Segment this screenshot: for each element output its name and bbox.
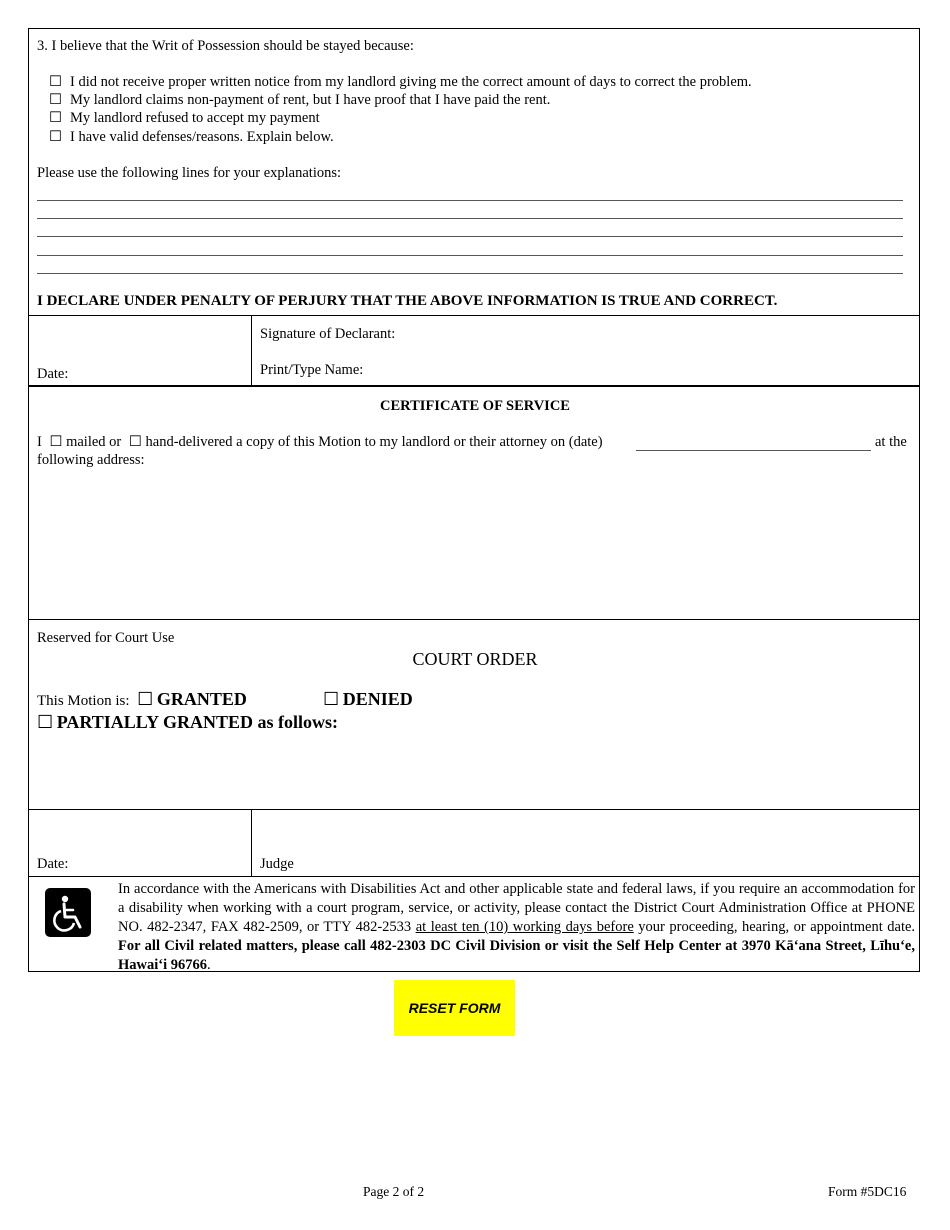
explanation-line[interactable]	[37, 255, 903, 256]
page-number: Page 2 of 2	[363, 1184, 425, 1199]
judge-label: Judge	[260, 856, 294, 872]
explanation-line[interactable]	[37, 200, 903, 201]
partially-granted-label: PARTIALLY GRANTED as follows:	[56, 712, 338, 732]
at-the-text: at the	[875, 434, 907, 450]
certificate-title: CERTIFICATE OF SERVICE	[380, 398, 570, 414]
certificate-line: I ☐ mailed or ☐ hand-delivered a copy of this Motion to my landlord or their attorney on (date)	[37, 434, 603, 450]
explanation-line[interactable]	[37, 236, 903, 237]
order-date-label: Date:	[37, 856, 69, 872]
partially-granted-option	[37, 712, 338, 733]
divider	[251, 809, 252, 876]
divider	[28, 619, 920, 620]
divider	[251, 315, 252, 386]
checkbox[interactable]: ☐	[49, 74, 62, 90]
divider	[28, 809, 920, 810]
granted-label: GRANTED	[156, 689, 247, 709]
checkbox[interactable]: ☐	[49, 129, 62, 145]
form-number: Form #5DC16	[828, 1184, 907, 1199]
service-date-field[interactable]	[636, 450, 871, 451]
checkbox[interactable]: ☐	[49, 92, 62, 108]
explanation-line[interactable]	[37, 218, 903, 219]
denied-label: DENIED	[342, 689, 413, 709]
option-no-notice[interactable]: ☐ I did not receive proper written notice from my landlord giving me the correct amount of days to correct the problem.	[49, 74, 752, 90]
motion-is-line: This Motion is: ☐ GRANTED	[37, 689, 247, 709]
explanations-label: Please use the following lines for your explanations:	[37, 165, 342, 181]
divider	[28, 876, 920, 877]
divider	[28, 385, 920, 387]
print-name-label: Print/Type Name:	[260, 362, 364, 378]
perjury-declaration: I DECLARE UNDER PENALTY OF PERJURY THAT THE ABOVE INFORMATION IS TRUE AND CORRECT.	[37, 293, 778, 309]
wheelchair-icon	[45, 888, 91, 937]
reset-form-button[interactable]: RESET FORM	[394, 980, 515, 1036]
hand-delivered-checkbox[interactable]: ☐	[128, 434, 142, 450]
divider	[28, 315, 920, 316]
explanation-line[interactable]	[37, 273, 903, 274]
court-order-title: COURT ORDER	[412, 649, 538, 669]
option-refused-payment[interactable]: ☐ My landlord refused to accept my payment	[49, 110, 320, 126]
option-proof-paid[interactable]: ☐ My landlord claims non-payment of rent, but I have proof that I have paid the rent.	[49, 92, 551, 108]
following-address-label: following address:	[37, 452, 145, 468]
denied-option	[323, 689, 413, 710]
ada-notice: In accordance with the Americans with Disabilities Act and other applicable state and federal laws, if you require an accommodation for a disability when working with a court program, service, or activity, please contact the District Court Administration Office at PHONE NO. 482-2347, FAX 482-2509, or TTY 482-2533 at least ten (10) working days before your proceeding, hearing, or appointment date. For all Civil related matters, please call 482-2303 DC Civil Division or visit the Self Help Center at 3970 Kāʻana Street, Līhuʻe, Hawaiʻi 96766.	[118, 881, 916, 973]
signature-label: Signature of Declarant:	[260, 326, 396, 342]
option-valid-defenses[interactable]: ☐ I have valid defenses/reasons. Explain below.	[49, 129, 334, 145]
denied-checkbox[interactable]: ☐	[323, 689, 340, 709]
mailed-checkbox[interactable]: ☐	[49, 434, 63, 450]
reserved-court-use: Reserved for Court Use	[37, 630, 175, 646]
granted-checkbox[interactable]: ☐	[137, 689, 154, 709]
partially-granted-checkbox[interactable]: ☐	[37, 712, 54, 732]
checkbox[interactable]: ☐	[49, 110, 62, 126]
section3-intro: 3. I believe that the Writ of Possession should be stayed because:	[37, 38, 414, 54]
declarant-date-label: Date:	[37, 366, 69, 382]
